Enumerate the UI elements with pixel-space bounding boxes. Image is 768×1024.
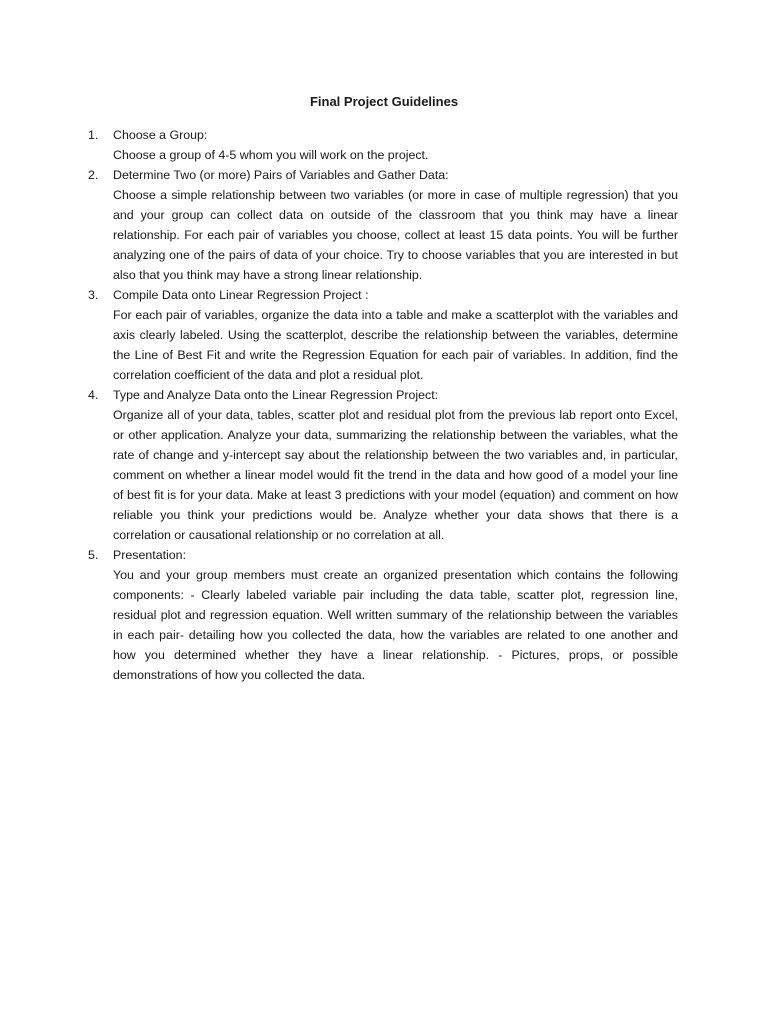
document-title: Final Project Guidelines (309, 94, 459, 109)
item-body: Organize all of your data, tables, scatter plot and residual plot from the previous lab report onto Excel, or other application. Analyze your data, summarizing the relationship between the variables, what the rate of change and y-intercept say about the relationship between the two variables and, in particular, comment on whether a linear model would fit the trend in the data and how good of a model your line of best fit is for your data. Make at least 3 predictions with your model (equation) and comment on how reliable you think your predictions would be. Analyze whether your data shows that there is a correlation or causational relationship or no correlation at all. (113, 408, 678, 542)
guideline-item-compile-data (88, 285, 678, 385)
item-heading: Compile Data onto Linear Regression Project : (113, 288, 369, 302)
guidelines-list (88, 125, 678, 685)
item-number: 5. (88, 548, 99, 562)
item-number: 3. (88, 288, 99, 302)
item-heading: Choose a Group: (113, 128, 208, 142)
item-number: 4. (88, 388, 99, 402)
item-body: Choose a group of 4-5 whom you will work on the project. (113, 148, 429, 162)
item-number: 1. (88, 128, 99, 142)
guideline-item-analyze-data (88, 385, 678, 545)
item-body: Choose a simple relationship between two variables (or more in case of multiple regression) that you and your group can collect data on outside of the classroom that you think may have a linear relationship. For each pair of variables you choose, collect at least 15 data points. You will be further analyzing one of the pairs of data of your choice. Try to choose variables that you are interested in but also that you think may have a strong linear relationship. (113, 188, 678, 282)
item-body: You and your group members must create an organized presentation which contains the following components: - Clearly labeled variable pair including the data table, scatter plot, regression line, residual plot and regression equation. Well written summary of the relationship between the variables in each pair- detailing how you collected the data, how the variables are related to one another and how you determined whether they have a linear relationship. - Pictures, props, or possible demonstrations of how you collected the data. (113, 568, 678, 682)
guideline-item-variables (88, 165, 678, 285)
item-heading: Presentation: (113, 548, 187, 562)
guideline-item-presentation (88, 545, 678, 685)
item-number: 2. (88, 168, 99, 182)
item-heading: Determine Two (or more) Pairs of Variables and Gather Data: (113, 168, 449, 182)
item-heading: Type and Analyze Data onto the Linear Regression Project: (113, 388, 439, 402)
guideline-item-choose-group (88, 125, 678, 165)
item-body: For each pair of variables, organize the data into a table and make a scatterplot with the variables and axis clearly labeled. Using the scatterplot, describe the relationship between the variables, determine the Line of Best Fit and write the Regression Equation for each pair of variables. In addition, find the correlation coefficient of the data and plot a residual plot. (113, 308, 678, 382)
